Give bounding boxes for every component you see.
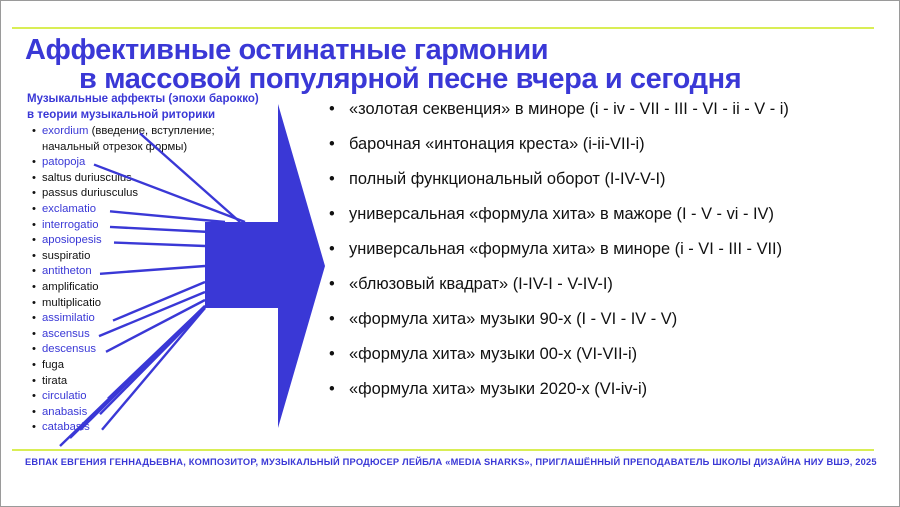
affect-item: начальный отрезок формы): [42, 140, 188, 153]
connector-line: [140, 133, 240, 222]
affect-item: • patopoja: [32, 155, 215, 171]
connector-line: [94, 165, 245, 222]
harmony-item: • «формула хита» музыки 90-х (I - VI - IV - V): [329, 308, 789, 343]
affect-item: • anabasis: [32, 405, 215, 421]
affect-item: • assimilatio: [32, 311, 215, 327]
connector-line: [99, 292, 205, 336]
affect-item: • multiplicatio: [32, 296, 215, 312]
affect-item: • saltus duriusculus: [32, 171, 215, 187]
harmony-item: • «блюзовый квадрат» (I-IV-I - V-IV-I): [329, 273, 789, 308]
harmony-item: • «формула хита» музыки 2020-х (VI-iv-i): [329, 378, 789, 413]
harmony-item: • универсальная «формула хита» в миноре (i - VI - III - VII): [329, 238, 789, 273]
harmony-item: • универсальная «формула хита» в мажоре (I - V - vi - IV): [329, 203, 789, 238]
harmony-item: • «золотая секвенция» в миноре (i - iv - VII - III - VI - ii - V - i): [329, 98, 789, 133]
connector-line: [90, 306, 205, 420]
affect-item: • catabasis: [32, 420, 215, 436]
harmony-list: [329, 98, 789, 413]
connector-line: [113, 282, 205, 321]
title-line-2: в массовой популярной песне вчера и сегодня: [79, 63, 742, 95]
title-line-1: Аффективные остинатные гармонии: [25, 34, 549, 66]
affect-description: (введение, вступление;: [88, 125, 215, 137]
connector-line: [114, 243, 205, 246]
affect-item: • tirata: [32, 374, 215, 390]
affect-item: • interrogatio: [32, 218, 215, 234]
affect-item: • suspiratio: [32, 249, 215, 265]
affect-item: • ascensus: [32, 327, 215, 343]
bottom-divider: [12, 449, 874, 451]
affect-item: • passus duriusculus: [32, 186, 215, 202]
harmony-item: • «формула хита» музыки 00-х (VI-VII-i): [329, 343, 789, 378]
affect-item: • fuga: [32, 358, 215, 374]
affect-item: • circulatio: [32, 389, 215, 405]
affect-item: • antitheton: [32, 264, 215, 280]
harmony-item: • барочная «интонация креста» (i-ii-VII-i): [329, 133, 789, 168]
connector-line: [110, 211, 225, 222]
author-footer: ЕВПАК ЕВГЕНИЯ ГЕННАДЬЕВНА, КОМПОЗИТОР, МУЗЫКАЛЬНЫЙ ПРОДЮСЕР ЛЕЙБЛА «MEDIA SHARKS», ПРИГЛАШЁННЫЙ ПРЕПОДАВАТЕЛЬ ШКОЛЫ ДИЗАЙНА НИУ ВШЭ, 2025: [25, 457, 877, 467]
affects-heading-line-2: в теории музыкальной риторики: [27, 109, 216, 121]
connector-line: [110, 227, 210, 232]
affect-item: • amplificatio: [32, 280, 215, 296]
affect-item: • aposiopesis: [32, 233, 215, 249]
affects-heading-line-1: Музыкальные аффекты (эпохи барокко): [27, 93, 259, 105]
big-arrow: [205, 104, 325, 428]
connector-line: [100, 266, 205, 274]
affect-item: • exclamatio: [32, 202, 215, 218]
affect-item: • descensus: [32, 342, 215, 358]
affect-term: exordium: [42, 125, 89, 137]
harmony-item: • полный функциональный оборот (I-IV-V-I): [329, 168, 789, 203]
connector-line: [100, 308, 205, 414]
